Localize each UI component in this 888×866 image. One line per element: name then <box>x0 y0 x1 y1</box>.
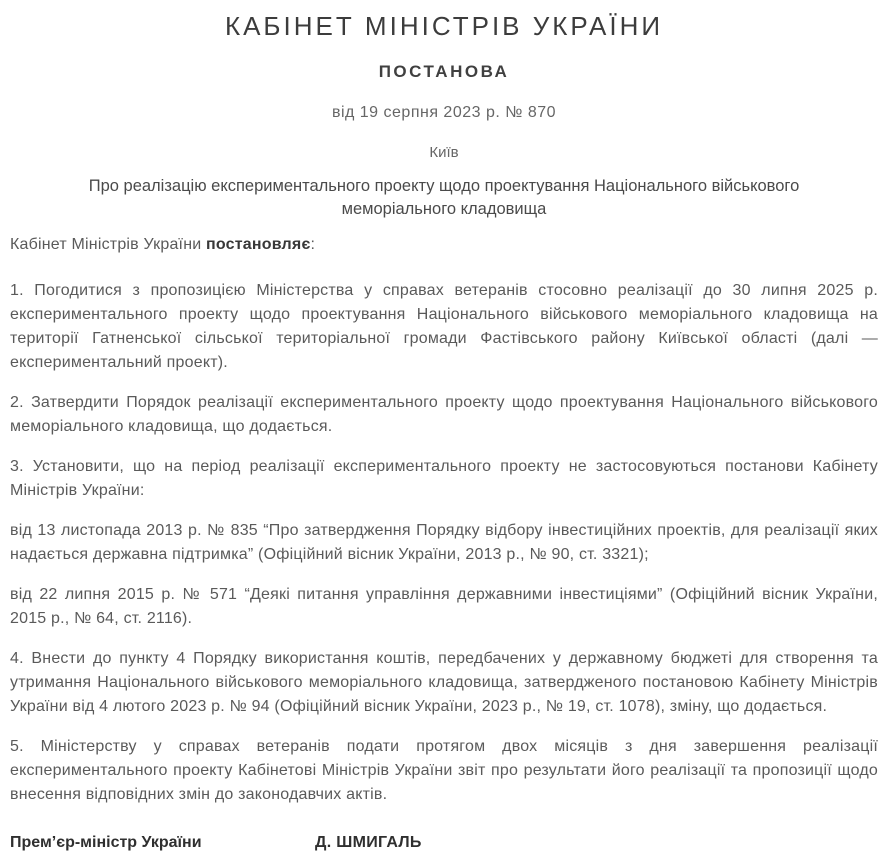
paragraph-item-2: 2. Затвердити Порядок реалізації експериментального проекту щодо проектування Національного військового меморіального кладовища, що додається. <box>10 394 878 435</box>
document-body <box>10 233 878 807</box>
paragraph-item-5: 5. Міністерству у справах ветеранів подати протягом двох місяців з дня завершення реалізації експериментального проекту Кабінетові Міністрів України звіт про результати його реалізації та пропозиції щодо внесення відповідних змін до законодавчих актів. <box>10 738 878 803</box>
preamble-lead: Кабінет Міністрів України <box>10 236 207 253</box>
preamble-colon: : <box>310 236 316 253</box>
preamble <box>10 233 878 257</box>
paragraph-item-3: 3. Установити, що на період реалізації експериментального проекту не застосовуються постанови Кабінету Міністрів України: <box>10 458 878 499</box>
document-header <box>10 12 878 221</box>
paragraph-item-4: 4. Внести до пункту 4 Порядку використання коштів, передбачених у державному бюджеті для створення та утримання Національного військового меморіального кладовища, затвердженого постановою Кабінету Міністрів України від 4 лютого 2023 р. № 94 (Офіційний вісник України, 2023 р., № 19, ст. 1078), зміну, що додається. <box>10 650 878 715</box>
document-subject: Про реалізацію експериментального проекту щодо проектування Національного військового меморіального кладовища <box>88 177 800 218</box>
signature-block <box>10 831 878 855</box>
preamble-emphasis: постановляє <box>206 236 311 253</box>
paragraph-subitem-resolution-2015: від 22 липня 2015 р. № 571 “Деякі питання управління державними інвестиціями” (Офіційний вісник України, 2015 р., № 64, ст. 2116). <box>10 586 878 627</box>
paragraph-subitem-resolution-2013: від 13 листопада 2013 р. № 835 “Про затвердження Порядку відбору інвестиційних проектів, для реалізації яких надається державна підтримка” (Офіційний вісник України, 2013 р., № 90, ст. 3321); <box>10 522 878 563</box>
document-type: ПОСТАНОВА <box>378 62 510 81</box>
document-date-number: від 19 серпня 2023 р. № 870 <box>331 104 557 121</box>
institution-name: КАБІНЕТ МІНІСТРІВ УКРАЇНИ <box>224 11 664 41</box>
document-city: Київ <box>429 144 459 161</box>
signer-name: Д. ШМИГАЛЬ <box>315 834 422 851</box>
paragraph-item-1: 1. Погодитися з пропозицією Міністерства у справах ветеранів стосовно реалізації до 30 липня 2025 р. експериментального проекту щодо проектування Національного військового меморіального кладовища на території Гатненської сільської територіальної громади Фастівського району Київської області (далі — експериментальний проект). <box>10 282 878 371</box>
signer-position: Прем’єр-міністр України <box>10 834 202 851</box>
